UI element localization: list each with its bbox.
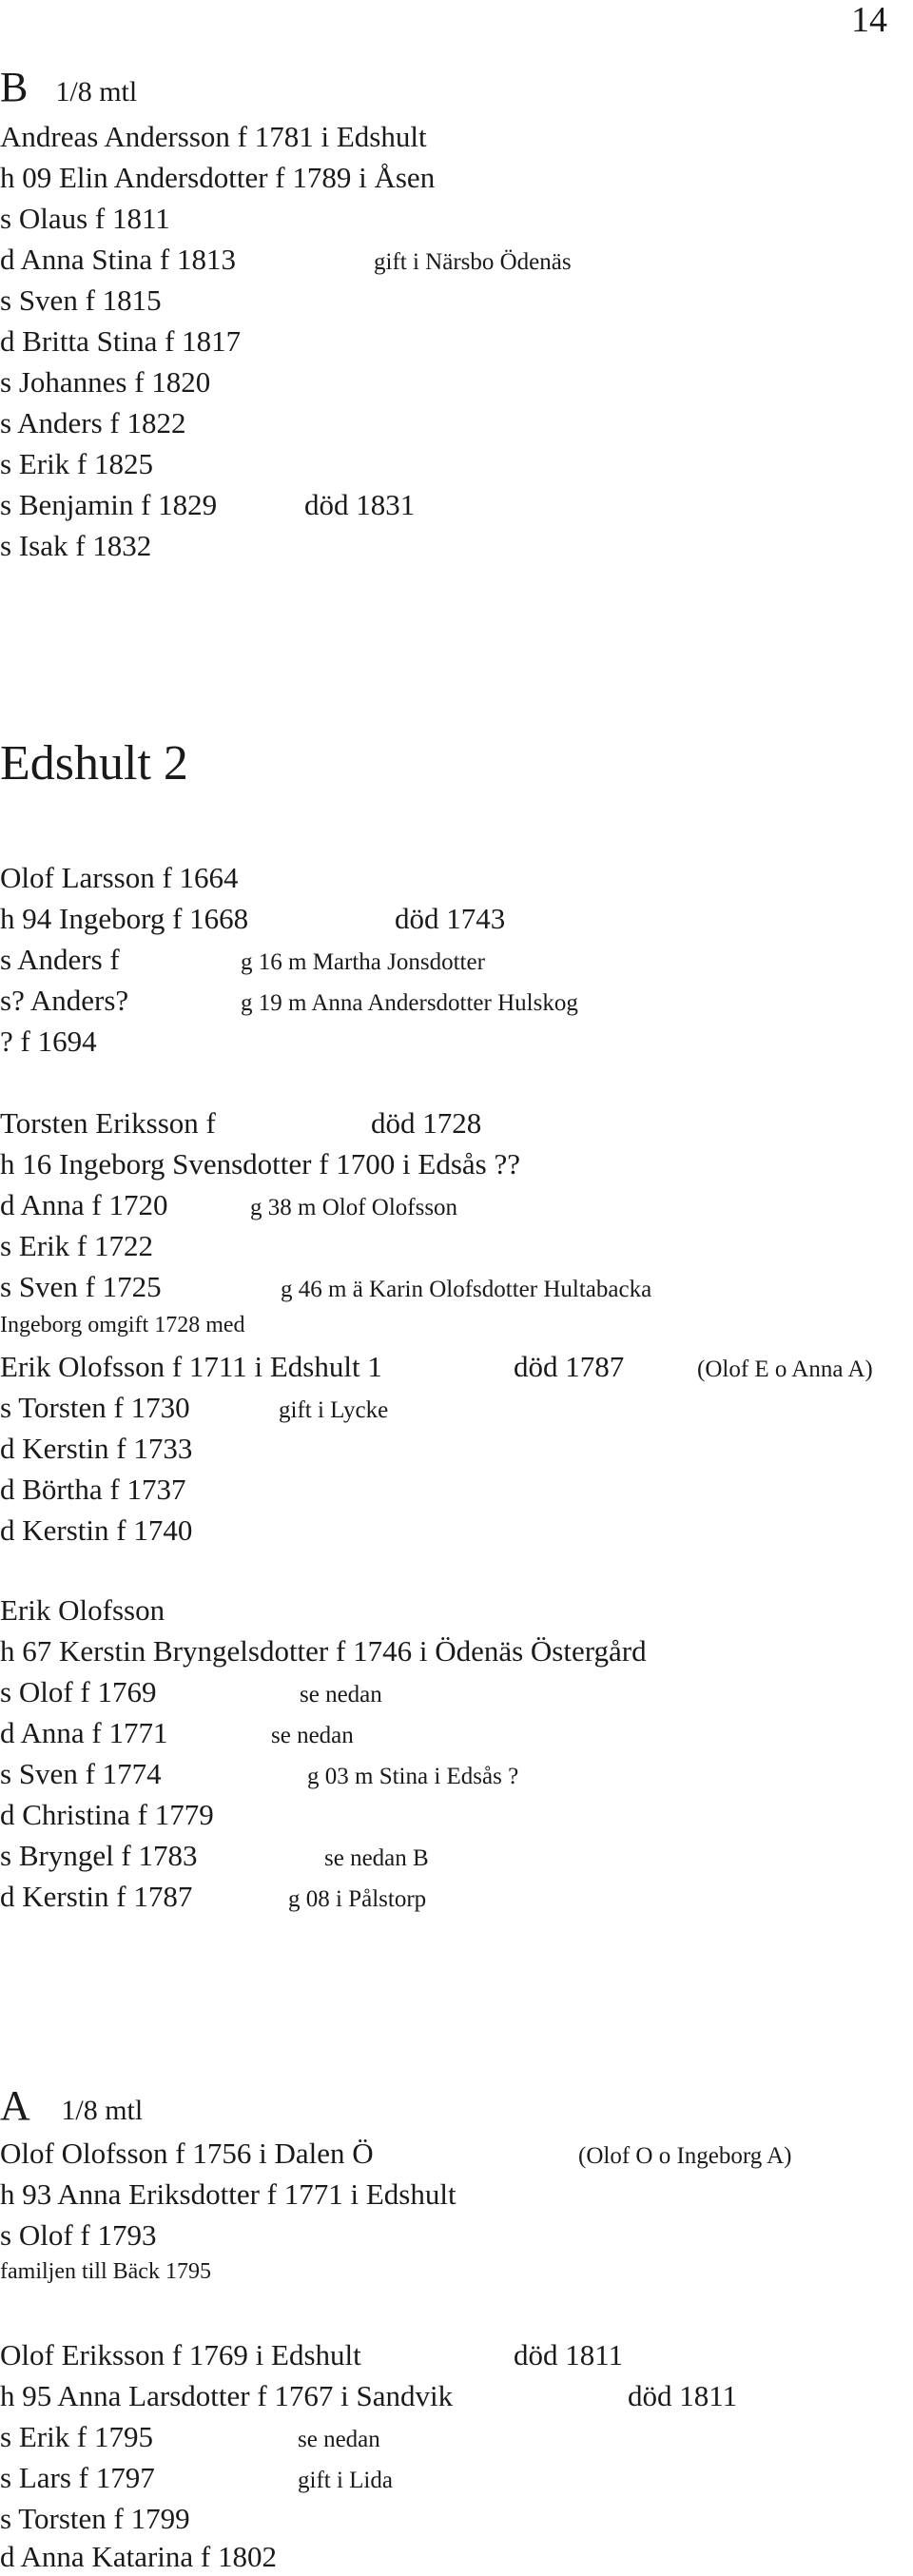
record-note: död 1743 [395, 902, 506, 935]
record-line: s Sven f 1815 [0, 283, 162, 317]
record-line: s Sven f 1774 [0, 1757, 162, 1790]
record-line: Erik Olofsson [0, 1593, 165, 1627]
section-b-heading [0, 63, 137, 111]
record-note: g 46 m ä Karin Olofsdotter Hultabacka [281, 1277, 652, 1302]
record-note: död 1811 [514, 2338, 624, 2371]
section-size: 1/8 mtl [61, 2095, 144, 2126]
record-line: d Anna Stina f 1813 [0, 243, 236, 276]
section-a-heading [0, 2081, 143, 2130]
record-line: familjen till Bäck 1795 [0, 2259, 211, 2284]
record-line: h 16 Ingeborg Svensdotter f 1700 i Edsås ?? [0, 1147, 520, 1181]
record-line: s? Anders? [0, 984, 129, 1017]
record-line: d Anna f 1720 [0, 1188, 168, 1221]
record-note: se nedan [271, 1723, 354, 1748]
record-line: Olof Olofsson f 1756 i Dalen Ö [0, 2137, 374, 2170]
record-line: s Olaus f 1811 [0, 202, 170, 235]
record-line: d Kerstin f 1733 [0, 1432, 193, 1465]
record-line: Erik Olofsson f 1711 i Edshult 1 [0, 1350, 382, 1383]
record-line: s Isak f 1832 [0, 529, 152, 562]
section-size: 1/8 mtl [55, 76, 138, 107]
record-note: gift i Lida [298, 2468, 393, 2493]
record-note: g 38 m Olof Olofsson [250, 1195, 458, 1220]
record-line: d Christina f 1779 [0, 1798, 214, 1831]
record-line: s Benjamin f 1829 [0, 488, 218, 521]
record-note: se nedan B [324, 1845, 429, 1871]
record-line: d Britta Stina f 1817 [0, 324, 242, 358]
record-line: s Anders f [0, 943, 120, 976]
record-line: s Erik f 1722 [0, 1229, 154, 1262]
record-line: Torsten Eriksson f [0, 1106, 216, 1140]
record-line: d Börtha f 1737 [0, 1473, 186, 1506]
record-line: h 95 Anna Larsdotter f 1767 i Sandvik [0, 2379, 454, 2412]
record-line: s Bryngel f 1783 [0, 1839, 198, 1872]
section-letter: B [0, 64, 29, 110]
record-line: Andreas Andersson f 1781 i Edshult [0, 120, 427, 153]
record-line: s Torsten f 1730 [0, 1391, 190, 1424]
record-line: d Anna f 1771 [0, 1716, 168, 1749]
record-line: s Erik f 1825 [0, 447, 154, 480]
edshult-heading: Edshult 2 [0, 736, 188, 790]
record-line: Olof Eriksson f 1769 i Edshult [0, 2338, 361, 2371]
record-note: g 19 m Anna Andersdotter Hulskog [241, 990, 578, 1016]
record-note: se nedan [300, 1682, 382, 1708]
record-line: Olof Larsson f 1664 [0, 861, 239, 894]
record-line: s Sven f 1725 [0, 1270, 162, 1303]
record-note: (Olof O o Ingeborg A) [578, 2143, 792, 2169]
record-note: död 1787 [514, 1350, 625, 1383]
page-number: 14 [851, 0, 887, 40]
record-line: d Kerstin f 1740 [0, 1513, 193, 1547]
record-note: g 16 m Martha Jonsdotter [241, 949, 485, 975]
record-note: död 1831 [304, 488, 416, 521]
record-line: s Erik f 1795 [0, 2420, 154, 2453]
record-line: h 93 Anna Eriksdotter f 1771 i Edshult [0, 2177, 456, 2211]
record-line: s Torsten f 1799 [0, 2502, 190, 2535]
record-line: s Anders f 1822 [0, 406, 186, 439]
record-line: Ingeborg omgift 1728 med [0, 1313, 245, 1337]
record-line: s Olof f 1769 [0, 1675, 157, 1708]
record-line: s Lars f 1797 [0, 2461, 155, 2494]
record-line: h 67 Kerstin Bryngelsdotter f 1746 i Ödenäs Östergård [0, 1634, 647, 1668]
record-note: g 08 i Pålstorp [288, 1886, 427, 1912]
record-note: död 1728 [371, 1106, 482, 1140]
record-line: h 94 Ingeborg f 1668 [0, 902, 249, 935]
record-line: h 09 Elin Andersdotter f 1789 i Åsen [0, 161, 436, 194]
record-line: ? f 1694 [0, 1025, 97, 1058]
record-line: d Kerstin f 1787 [0, 1880, 193, 1913]
record-note: död 1811 [628, 2379, 738, 2412]
record-line: s Johannes f 1820 [0, 365, 211, 399]
record-note: se nedan [298, 2427, 380, 2452]
record-line: d Anna Katarina f 1802 [0, 2540, 277, 2573]
record-note: (Olof E o Anna A) [697, 1356, 873, 1382]
section-letter: A [0, 2082, 29, 2129]
record-note: gift i Närsbo Ödenäs [374, 249, 572, 275]
record-line: s Olof f 1793 [0, 2218, 157, 2252]
record-note: gift i Lycke [279, 1397, 389, 1423]
record-note: g 03 m Stina i Edsås ? [307, 1764, 519, 1789]
